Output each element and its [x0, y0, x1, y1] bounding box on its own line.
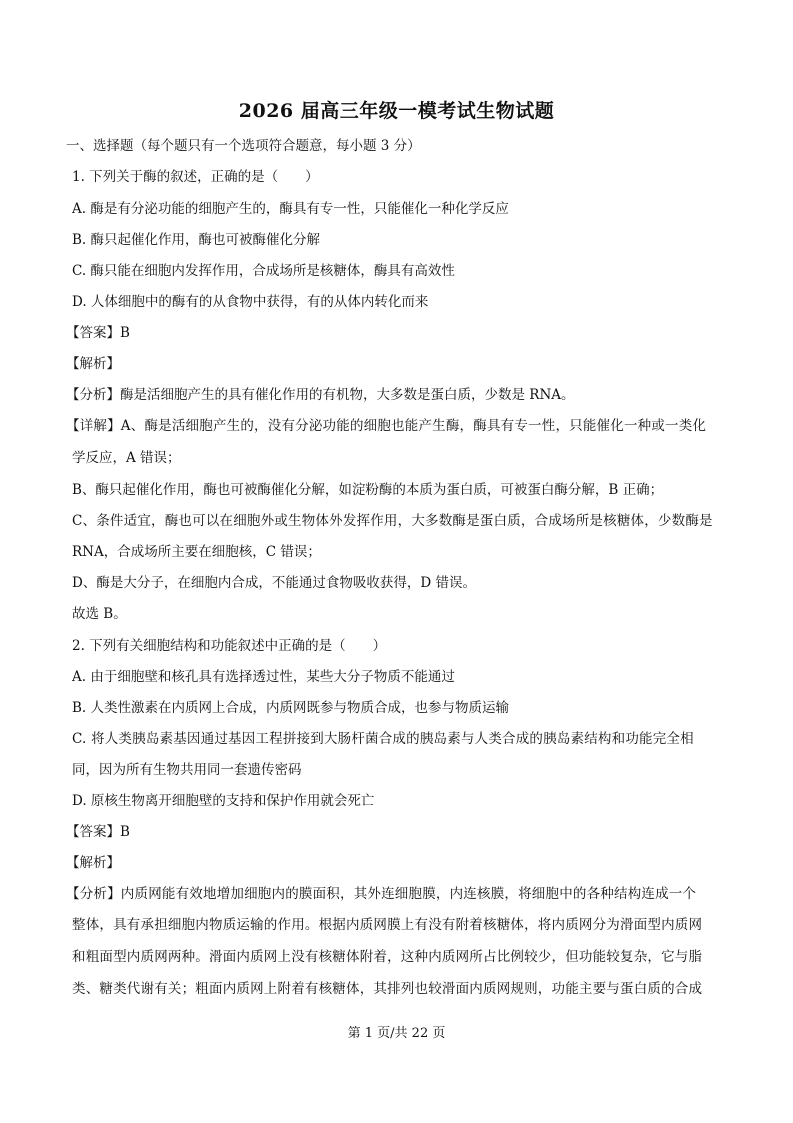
question-1-option-b: B. 酶只起催化作用，酶也可被酶催化分解	[72, 232, 321, 248]
question-1-detail-line: C、条件适宜，酶也可以在细胞外或生物体外发挥作用，大多数酶是蛋白质，合成场所是核糖体，少数酶是	[72, 513, 713, 529]
question-1-detail-line: 学反应，A 错误；	[72, 450, 181, 466]
question-2-option-d: D. 原核生物离开细胞壁的支持和保护作用就会死亡	[72, 793, 375, 809]
question-2-answer: 【答案】B	[66, 824, 130, 840]
question-1-option-c: C. 酶只能在细胞内发挥作用，合成场所是核糖体，酶具有高效性	[72, 263, 455, 279]
question-1-answer: 【答案】B	[66, 325, 130, 341]
section-heading: 一、选择题（每个题只有一个选项符合题意，每小题 3 分）	[66, 138, 421, 154]
question-1-analysis-heading: 【解析】	[66, 356, 120, 372]
question-1-conclusion: 故选 B。	[72, 606, 127, 622]
document-title: 2026 届高三年级一模考试生物试题	[238, 100, 555, 122]
question-1-detail-line: B、酶只起催化作用，酶也可被酶催化分解，如淀粉酶的本质为蛋白质，可被蛋白酶分解，B 正确；	[72, 482, 664, 498]
question-1-option-a: A. 酶是有分泌功能的细胞产生的，酶具有专一性，只能催化一种化学反应	[72, 201, 509, 217]
question-2-option-b: B. 人类性激素在内质网上合成，内质网既参与物质合成，也参与物质运输	[72, 700, 510, 716]
question-2-analysis-line: 和粗面型内质网两种。滑面内质网上没有核糖体附着，这种内质网所占比例较少，但功能较复杂，它与脂	[72, 949, 703, 965]
question-1-analysis: 【分析】酶是活细胞产生的具有催化作用的有机物，大多数是蛋白质，少数是 RNA。	[66, 387, 575, 403]
question-2-stem: 2. 下列有关细胞结构和功能叙述中正确的是（ ）	[72, 638, 387, 654]
question-2-analysis-heading: 【解析】	[66, 855, 120, 871]
question-2-option-c: C. 将人类胰岛素基因通过基因工程拼接到大肠杆菌合成的胰岛素与人类合成的胰岛素结构和功能完全相	[72, 731, 694, 747]
question-2-option-c-continued: 同，因为所有生物共用同一套遗传密码	[72, 762, 302, 778]
question-2-analysis-line: 整体，具有承担细胞内物质运输的作用。根据内质网膜上有没有附着核糖体，将内质网分为滑面型内质网	[72, 917, 703, 933]
question-1-option-d: D. 人体细胞中的酶有的从食物中获得，有的从体内转化而来	[72, 294, 429, 310]
question-1-detail-line: D、酶是大分子，在细胞内合成，不能通过食物吸收获得，D 错误。	[72, 575, 476, 591]
question-2-analysis-line: 【分析】内质网能有效地增加细胞内的膜面积，其外连细胞膜，内连核膜，将细胞中的各种结构连成一个	[66, 886, 697, 902]
question-1-detail-line: 【详解】A、酶是活细胞产生的，没有分泌功能的细胞也能产生酶，酶具有专一性，只能催化一种或一类化	[66, 418, 707, 434]
question-1-detail-line: RNA，合成场所主要在细胞核，C 错误；	[72, 544, 321, 560]
question-2-analysis-line: 类、糖类代谢有关；粗面内质网上附着有核糖体，其排列也较滑面内质网规则，功能主要与蛋白质的合成	[72, 981, 703, 997]
question-2-option-a: A. 由于细胞壁和核孔具有选择透过性，某些大分子物质不能通过	[72, 669, 455, 685]
page-footer: 第 1 页/共 22 页	[347, 1026, 446, 1041]
question-1-stem: 1. 下列关于酶的叙述，正确的是（ ）	[72, 169, 319, 185]
